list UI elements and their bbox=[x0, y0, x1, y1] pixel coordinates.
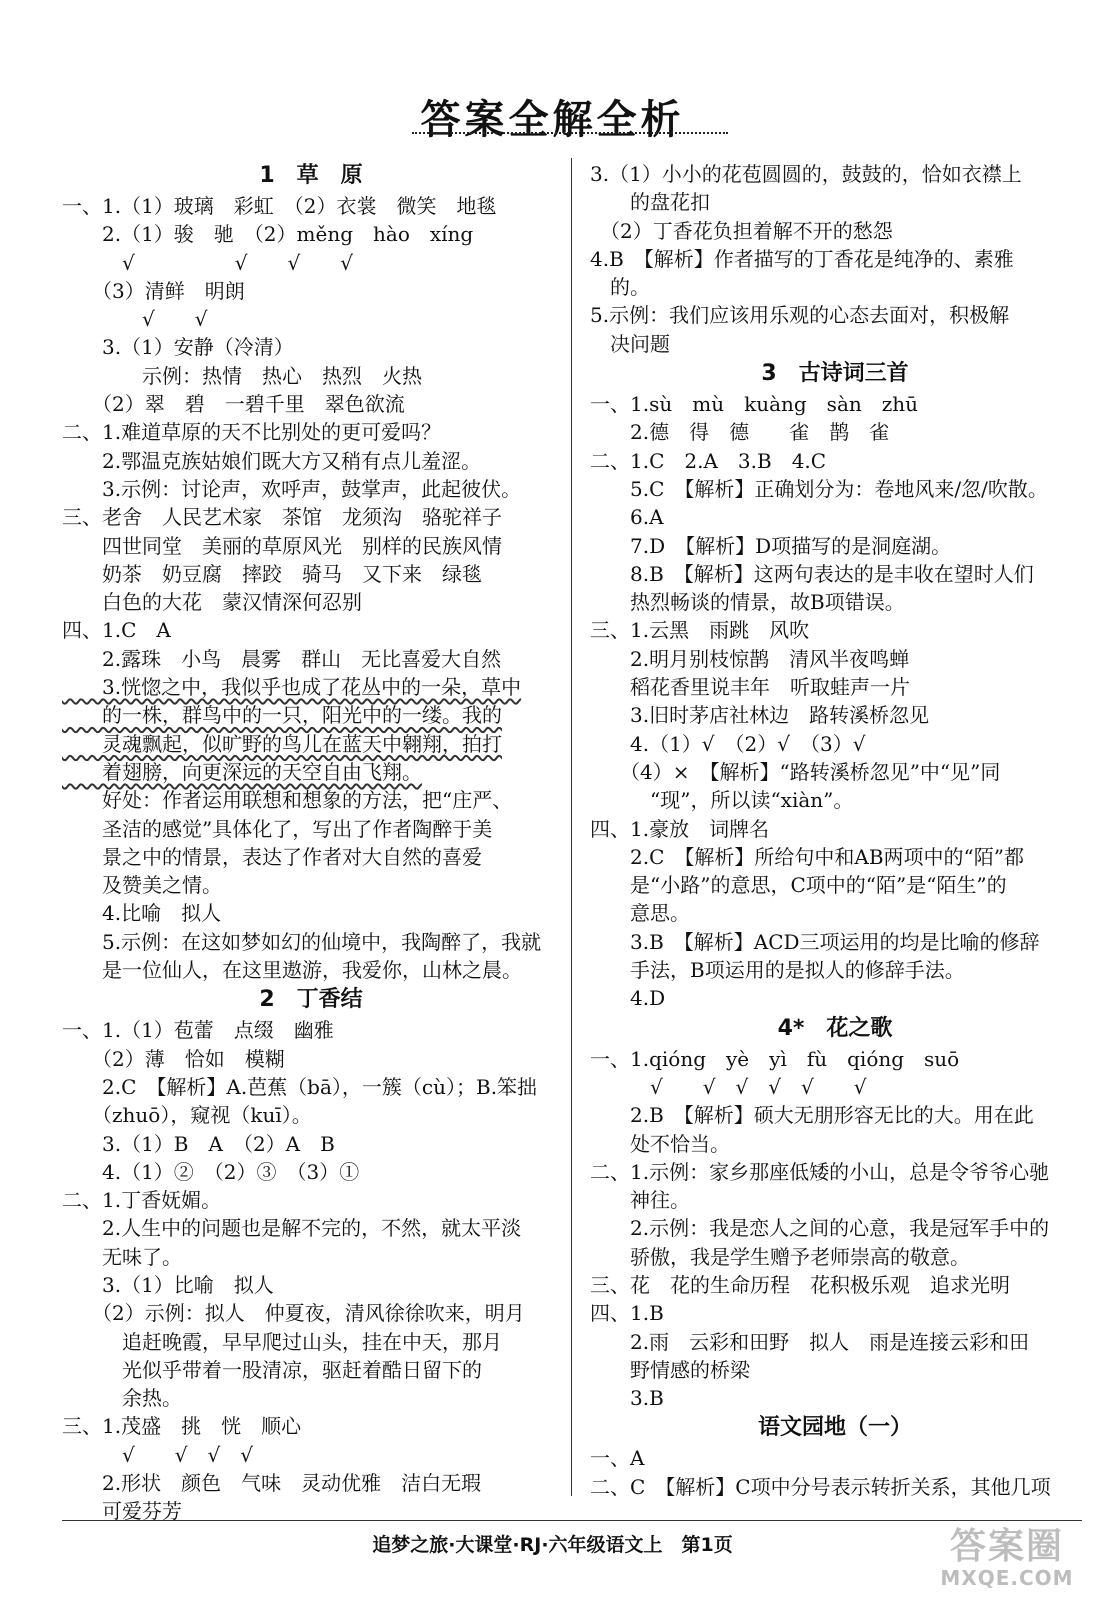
answer-line: 二、1.C 2.A 3.B 4.C bbox=[590, 448, 827, 473]
answer-line: 5.C 【解析】正确划分为：卷地风来/忽/吹散。 bbox=[590, 476, 1048, 501]
answer-line: （3）清鲜 明朗 bbox=[62, 278, 245, 303]
answer-line: 2.雨 云彩和田野 拟人 雨是连接云彩和田 bbox=[590, 1329, 1030, 1354]
answer-line: 热烈畅谈的情景，故B项错误。 bbox=[590, 590, 905, 615]
answer-line: 2.C 【解析】A.芭蕉（bā），一簇（cù）；B.笨拙 bbox=[62, 1074, 538, 1099]
answer-line: 6.A bbox=[590, 505, 664, 530]
page-title: 答案全解全析 bbox=[420, 97, 685, 143]
answer-line: （4）× 【解析】“路转溪桥忽见”中“见”同 bbox=[590, 759, 1001, 784]
answer-line: 的盘花扣 bbox=[590, 190, 710, 215]
answer-line: 的。 bbox=[590, 275, 650, 300]
answer-line: 3.B 【解析】ACD三项运用的均是比喻的修辞 bbox=[590, 929, 1040, 954]
answer-line: （zhuō），窥视（kuī）。 bbox=[62, 1103, 312, 1128]
answer-line: 处不恰当。 bbox=[590, 1131, 730, 1156]
answer-line: 二、C 【解析】C项中分号表示转折关系，其他几项 bbox=[590, 1474, 1051, 1499]
answer-line: 一、1.sù mù kuàng sàn zhū bbox=[590, 392, 919, 417]
answer-line: 4.（1）② （2）③ （3）① bbox=[62, 1159, 360, 1184]
answer-line: 一、1.（1）苞蕾 点缀 幽雅 bbox=[62, 1018, 334, 1043]
answer-line: 白色的大花 蒙汉情深何忍别 bbox=[62, 590, 362, 615]
answer-line: 一、1.（1）玻璃 彩虹 （2）衣裳 微笑 地毯 bbox=[62, 194, 497, 218]
answer-line: 2.（1）骏 驰 （2）měng hào xíng bbox=[62, 222, 474, 247]
answer-line: 2.明月别枝惊鹊 清风半夜鸣蝉 bbox=[590, 646, 910, 671]
answer-line: 5.示例：在这如梦如幻的仙境中，我陶醉了，我就 bbox=[62, 929, 542, 954]
answer-line: 2.德 得 德 雀 鹊 雀 bbox=[590, 420, 890, 445]
answer-line: 无味了。 bbox=[62, 1244, 182, 1269]
answer-line: 四、1.豪放 词牌名 bbox=[590, 816, 770, 841]
answer-line: 3.示例：讨论声，欢呼声，鼓掌声，此起彼伏。 bbox=[62, 476, 522, 501]
answer-line: 是一位仙人，在这里遨游，我爱你，山林之晨。 bbox=[62, 958, 522, 983]
answer-line: 意思。 bbox=[590, 901, 690, 926]
answer-line: 3.（1）安静（冷清） bbox=[62, 335, 294, 360]
answer-line: 2.形状 颜色 气味 灵动优雅 洁白无瑕 bbox=[62, 1471, 482, 1496]
answer-line: “现”，所以读“xiàn”。 bbox=[590, 788, 854, 813]
answer-line: 可爱芬芳 bbox=[62, 1499, 182, 1524]
answer-line: 手法，B项运用的是拟人的修辞手法。 bbox=[590, 958, 965, 983]
answer-line: √ √ √ √ bbox=[62, 1442, 253, 1467]
answer-line: 2.露珠 小鸟 晨雾 群山 无比喜爱大自然 bbox=[62, 646, 502, 671]
answer-column-right bbox=[590, 160, 1080, 1501]
watermark-line2: MXQE.COM bbox=[940, 1566, 1074, 1590]
watermark-logo bbox=[918, 1528, 1096, 1590]
answer-line: 2.C 【解析】所给句中和AB两项中的“陌”都 bbox=[590, 844, 1024, 869]
answer-line: 四、1.C A bbox=[62, 618, 171, 643]
answer-line: 好处：作者运用联想和想象的方法，把“庄严、 bbox=[62, 788, 513, 813]
answer-line: 三、花 花的生命历程 花积极乐观 追求光明 bbox=[590, 1272, 1010, 1297]
answer-line: 野情感的桥梁 bbox=[590, 1357, 750, 1382]
answer-line: 四、1.B bbox=[590, 1301, 664, 1326]
answer-line: 4.比喻 拟人 bbox=[62, 901, 222, 926]
answer-line: （2）示例：拟人 仲夏夜，清风徐徐吹来，明月 bbox=[62, 1301, 525, 1326]
page-footer: 追梦之旅·大课堂·RJ·六年级语文上 第1页 bbox=[372, 1534, 733, 1556]
answer-line: 奶茶 奶豆腐 摔跤 骑马 又下来 绿毯 bbox=[62, 561, 482, 586]
footer-rule bbox=[62, 1520, 1082, 1521]
answer-line: 3.（1）B A （2）A B bbox=[62, 1131, 335, 1156]
answer-line: 4.D bbox=[590, 986, 666, 1011]
answer-line: 2.示例：我是恋人之间的心意，我是冠军手中的 bbox=[590, 1216, 1050, 1241]
answer-line: √ √ √ √ √ √ bbox=[590, 1074, 867, 1099]
answer-line: 3.旧时茅店社林边 路转溪桥忽见 bbox=[590, 703, 930, 728]
answer-line: 三、1.茂盛 挑 恍 顺心 bbox=[62, 1414, 302, 1439]
answer-line: 追赶晚霞，早早爬过山头，挂在中天，那月 bbox=[62, 1329, 502, 1354]
answer-line: 决问题 bbox=[590, 331, 670, 356]
answer-line: 三、1.云黑 雨跳 风吹 bbox=[590, 618, 810, 643]
answer-line: 光似乎带着一股清凉，驱赶着酷日留下的 bbox=[62, 1357, 482, 1382]
section-heading: 2 丁香结 bbox=[259, 987, 363, 1013]
answer-line: 骄傲，我是学生赠予老师崇高的敬意。 bbox=[590, 1244, 970, 1269]
watermark-line1: 答案圈 bbox=[949, 1526, 1064, 1567]
answer-line: 4.B 【解析】作者描写的丁香花是纯净的、素雅 bbox=[590, 246, 1014, 271]
answer-line: 四世同堂 美丽的草原风光 别样的民族风情 bbox=[62, 533, 502, 558]
answer-line: 4.（1）√ （2）√ （3）√ bbox=[590, 731, 866, 756]
section-heading: 1 草 原 bbox=[259, 163, 363, 188]
answer-line-underlined: 着翅膀，向更深远的天空自由飞翔。 bbox=[62, 759, 422, 784]
column-divider bbox=[571, 158, 572, 1496]
answer-line: 2.鄂温克族姑娘们既大方又稍有点儿羞涩。 bbox=[62, 448, 482, 473]
answer-line: 三、老舍 人民艺术家 茶馆 龙须沟 骆驼祥子 bbox=[62, 505, 502, 530]
section-heading: 4* 花之歌 bbox=[777, 1015, 893, 1041]
answer-line: （2）翠 碧 一碧千里 翠色欲流 bbox=[62, 392, 405, 417]
answer-column-left bbox=[62, 160, 560, 1526]
answer-line: 圣洁的感觉”具体化了，写出了作者陶醉于美 bbox=[62, 816, 493, 841]
answer-line: 二、1.难道草原的天不比别处的更可爱吗？ bbox=[62, 420, 442, 445]
answer-line: 3.B bbox=[590, 1386, 664, 1411]
answer-line: √ √ bbox=[62, 307, 208, 332]
answer-line: 示例：热情 热心 热烈 火热 bbox=[62, 363, 422, 388]
answer-line: √ √ √ √ bbox=[62, 250, 353, 275]
section-heading: 语文园地（一） bbox=[757, 1415, 912, 1441]
answer-line: （2）薄 恰如 模糊 bbox=[62, 1046, 285, 1071]
answer-line: 是“小路”的意思，C项中的“陌”是“陌生”的 bbox=[590, 873, 1007, 898]
answer-line: 稻花香里说丰年 听取蛙声一片 bbox=[590, 675, 910, 700]
answer-line: （2）丁香花负担着解不开的愁怨 bbox=[590, 218, 893, 243]
section-heading: 3 古诗词三首 bbox=[761, 361, 909, 387]
answer-line: 3.（1）小小的花苞圆圆的，鼓鼓的，恰如衣襟上 bbox=[590, 162, 1022, 186]
answer-line: 一、1.qióng yè yì fù qióng suō bbox=[590, 1046, 960, 1071]
answer-line: 2.B 【解析】硕大无朋形容无比的大。用在此 bbox=[590, 1103, 1034, 1128]
answer-line: 一、A bbox=[590, 1446, 645, 1471]
answer-line: 景之中的情景，表达了作者对大自然的喜爱 bbox=[62, 844, 482, 869]
answer-line: 余热。 bbox=[62, 1386, 182, 1411]
answer-line-underlined: 的一株，群鸟中的一只，阳光中的一缕。我的 bbox=[62, 703, 502, 728]
answer-line: 二、1.丁香妩媚。 bbox=[62, 1188, 222, 1213]
title-dotted-rule bbox=[412, 132, 728, 134]
answer-line: 及赞美之情。 bbox=[62, 873, 222, 898]
answer-line: 3.（1）比喻 拟人 bbox=[62, 1272, 274, 1297]
answer-line: 二、1.示例：家乡那座低矮的小山，总是令爷爷心驰 bbox=[590, 1159, 1050, 1184]
answer-line-underlined: 灵魂飘起，似旷野的鸟儿在蓝天中翱翔，拍打 bbox=[62, 731, 502, 756]
answer-line: 7.D 【解析】D项描写的是洞庭湖。 bbox=[590, 533, 952, 558]
answer-line: 5.示例：我们应该用乐观的心态去面对，积极解 bbox=[590, 303, 1010, 328]
answer-line: 2.人生中的问题也是解不完的，不然，就太平淡 bbox=[62, 1216, 522, 1241]
answer-line-underlined: 3.恍惚之中，我似乎也成了花丛中的一朵，草中 bbox=[62, 675, 522, 700]
answer-line: 8.B 【解析】这两句表达的是丰收在望时人们 bbox=[590, 561, 1034, 586]
answer-line: 神往。 bbox=[590, 1188, 690, 1213]
